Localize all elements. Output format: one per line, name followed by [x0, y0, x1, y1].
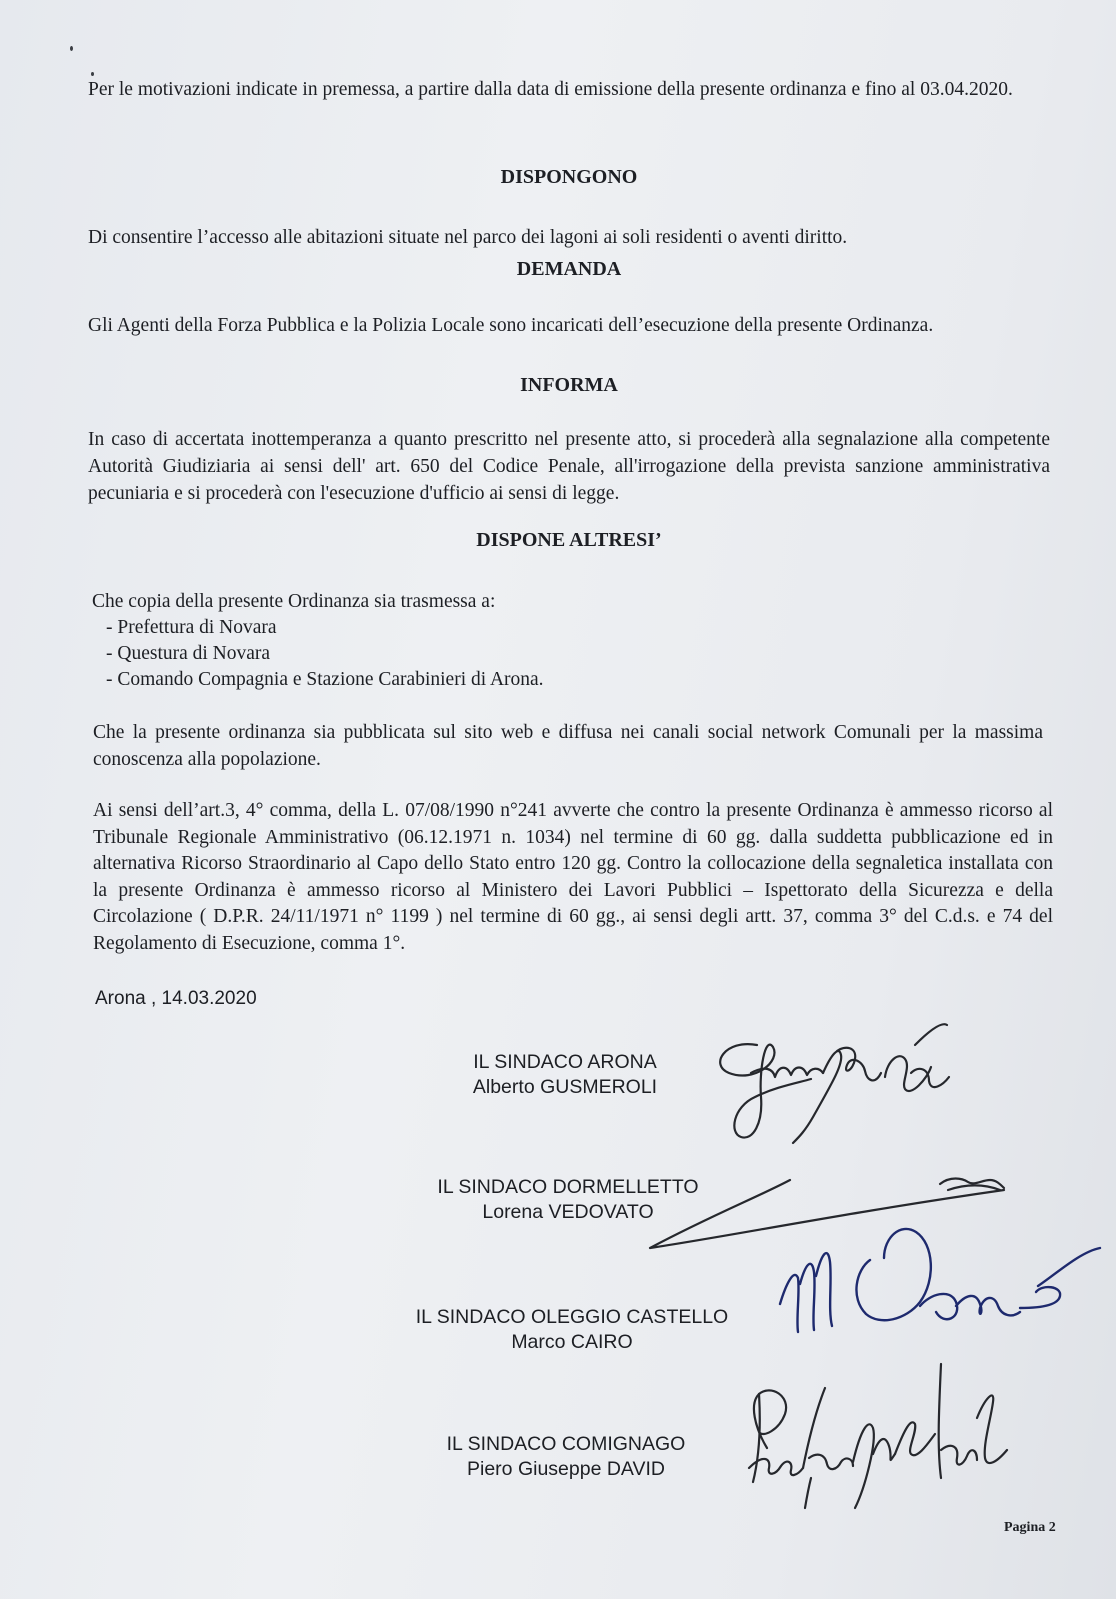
recipient-item: - Questura di Novara — [106, 643, 271, 664]
signatory-name: Alberto GUSMEROLI — [472, 1076, 658, 1098]
dispongono-text: Di consentire l’accesso alle abitazioni situate nel parco dei lagoni ai soli residenti o aventi diritto. — [88, 227, 848, 248]
signatory-name: Piero Giuseppe DAVID — [467, 1458, 665, 1480]
informa-text: In caso di accertata inottemperanza a quanto prescritto nel presente atto, si procederà alla segnalazione alla competente Autorità Giudiziaria ai sensi dell' art. 650 del Codice Penale, all'irrogazione della prevista sanzione amministrativa pecuniaria e si procederà con l'esecuzione d'ufficio ai sensi di legge. — [88, 429, 1050, 504]
intro-paragraph: Per le motivazioni indicate in premessa, a partire dalla data di emissione della presente ordinanza e fino al 03.04.2020. — [88, 79, 1013, 100]
paper-mark — [70, 46, 73, 51]
heading-demanda: DEMANDA — [516, 258, 622, 280]
place-date: Arona , 14.03.2020 — [95, 988, 257, 1009]
recipient-item: - Comando Compagnia e Stazione Carabinieri di Arona. — [106, 669, 544, 690]
signatory-title: IL SINDACO OLEGGIO CASTELLO — [415, 1306, 729, 1328]
signatory-name: Lorena VEDOVATO — [482, 1201, 654, 1223]
recipients-block — [92, 589, 992, 693]
signatory-name: Marco CAIRO — [511, 1331, 633, 1353]
recipient-item: - Prefettura di Novara — [106, 617, 277, 638]
copy-intro: Che copia della presente Ordinanza sia trasmessa a: — [92, 591, 496, 612]
appeal-paragraph: Ai sensi dell’art.3, 4° comma, della L. 07/08/1990 n°241 avverte che contro la presente Ordinanza è ammesso ricorso al Tribunale Regionale Amministrativo (06.12.1971 n. 1034) nel termine di 60 gg. dalla suddetta pubblicazione ed in alternativa Ricorso Straordinario al Capo dello Stato entro 120 gg. Contro la collocazione della segnaletica installata con la presente Ordinanza è ammesso ricorso al Ministero dei Lavori Pubblici – Ispettorato della Sicurezza e della Circolazione ( D.P.R. 24/11/1971 n° 1199 ) nel termine di 60 gg., ai sensi degli artt. 37, comma 3° del C.d.s. e 74 del Regolamento di Esecuzione, comma 1°. — [93, 800, 1053, 954]
heading-dispongono: DISPONGONO — [500, 166, 638, 188]
signature-arona — [715, 1025, 965, 1165]
signatory-comignago — [428, 1432, 704, 1482]
demanda-text: Gli Agenti della Forza Pubblica e la Polizia Locale sono incaricati dell’esecuzione della presente Ordinanza. — [88, 315, 934, 336]
signatory-oleggio-castello — [392, 1305, 752, 1355]
heading-dispone-altresi: DISPONE ALTRESI’ — [476, 529, 662, 551]
page-number: Pagina 2 — [1004, 1520, 1056, 1535]
signatory-arona — [452, 1050, 678, 1100]
publication-paragraph: Che la presente ordinanza sia pubblicata sul sito web e diffusa nei canali social network Comunali per la massima conoscenza alla popolazione. — [93, 722, 1043, 770]
signatory-title: IL SINDACO ARONA — [473, 1051, 657, 1073]
heading-informa: INFORMA — [520, 374, 618, 396]
signature-comignago — [745, 1358, 1015, 1538]
signatory-title: IL SINDACO COMIGNAGO — [446, 1433, 686, 1455]
signatory-title: IL SINDACO DORMELLETTO — [437, 1176, 699, 1198]
signature-oleggio-castello — [780, 1222, 1100, 1342]
